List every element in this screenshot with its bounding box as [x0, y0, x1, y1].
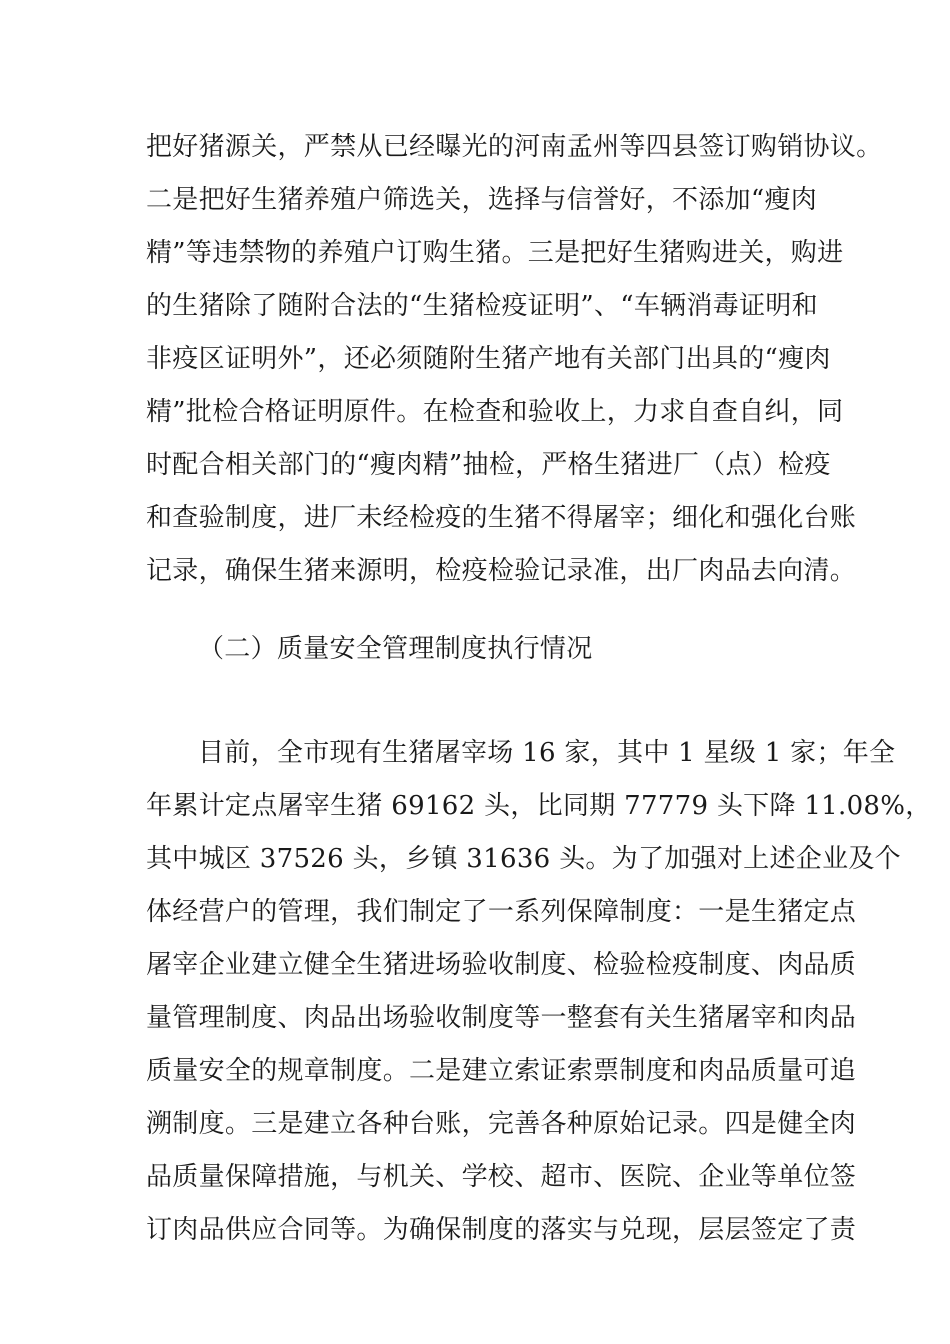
paragraph-2-line-10: 订肉品供应合同等。为确保制度的落实与兑现，层层签定了责: [146, 1215, 857, 1245]
paragraph-2-line-2: 年累计定点屠宰生猪 69162 头，比同期 77779 头下降 11.08%，: [146, 791, 932, 821]
paragraph-1-line-6: 精”批检合格证明原件。在检查和验收上，力求自查自纠，同: [146, 397, 844, 427]
paragraph-1-line-7: 时配合相关部门的“瘦肉精”抽检，严格生猪进厂（点）检疫: [146, 450, 831, 480]
paragraph-2-line-6: 量管理制度、肉品出场验收制度等一整套有关生猪屠宰和肉品: [146, 1003, 857, 1033]
paragraph-2-line-9: 品质量保障措施，与机关、学校、超市、医院、企业等单位签: [146, 1162, 857, 1192]
paragraph-2-line-5: 屠宰企业建立健全生猪进场验收制度、检验检疫制度、肉品质: [146, 950, 857, 980]
paragraph-1-line-1: 把好猪源关，严禁从已经曝光的河南孟州等四县签订购销协议。: [146, 132, 883, 162]
paragraph-2-line-7: 质量安全的规章制度。二是建立索证索票制度和肉品质量可追: [146, 1056, 857, 1086]
paragraph-2-line-4: 体经营户的管理，我们制定了一系列保障制度：一是生猪定点: [146, 897, 857, 927]
paragraph-2-line-1: 目前，全市现有生猪屠宰场 16 家，其中 1 星级 1 家；年全: [198, 738, 896, 768]
paragraph-1-line-2: 二是把好生猪养殖户筛选关，选择与信誉好，不添加“瘦肉: [146, 185, 818, 215]
paragraph-1-line-8: 和查验制度，进厂未经检疫的生猪不得屠宰；细化和强化台账: [146, 503, 857, 533]
paragraph-2-line-3: 其中城区 37526 头，乡镇 31636 头。为了加强对上述企业及个: [146, 844, 901, 874]
paragraph-2-line-8: 溯制度。三是建立各种台账，完善各种原始记录。四是健全肉: [146, 1109, 857, 1139]
paragraph-1-line-9: 记录，确保生猪来源明，检疫检验记录准，出厂肉品去向清。: [146, 556, 857, 586]
paragraph-1-line-5: 非疫区证明外”，还必须随附生猪产地有关部门出具的“瘦肉: [146, 344, 831, 374]
paragraph-1-line-4: 的生猪除了随附合法的“生猪检疫证明”、“车辆消毒证明和: [146, 291, 818, 321]
section-heading: （二）质量安全管理制度执行情况: [198, 634, 593, 664]
paragraph-1-line-3: 精”等违禁物的养殖户订购生猪。三是把好生猪购进关，购进: [146, 238, 844, 268]
